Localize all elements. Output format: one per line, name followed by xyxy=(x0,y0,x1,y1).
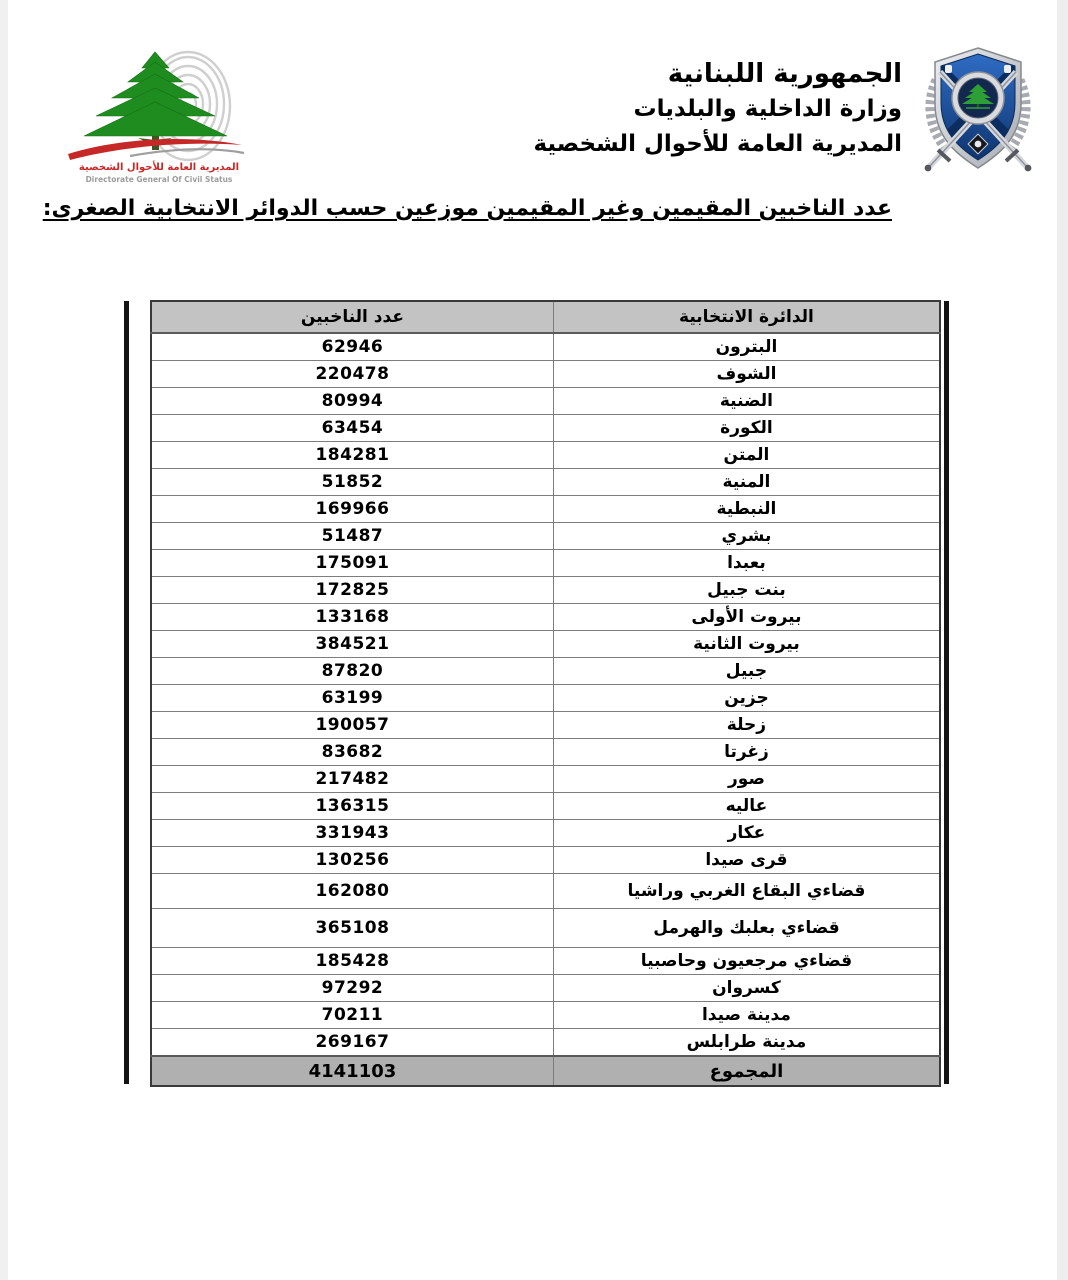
district-cell: زغرتا xyxy=(553,739,940,766)
table-row xyxy=(151,469,940,496)
table-row xyxy=(151,948,940,975)
district-cell: بيروت الأولى xyxy=(553,604,940,631)
district-cell: جزين xyxy=(553,685,940,712)
table-row xyxy=(151,766,940,793)
ministry-line: وزارة الداخلية والبلديات xyxy=(633,96,902,122)
district-column-header: الدائرة الانتخابية xyxy=(553,301,940,333)
table-row xyxy=(151,909,940,948)
table-row xyxy=(151,442,940,469)
district-cell: البترون xyxy=(553,333,940,361)
diamond-dot xyxy=(975,141,982,148)
top-right-ornament xyxy=(1004,65,1011,73)
voters-count-cell: 62946 xyxy=(151,333,553,361)
district-cell: الكورة xyxy=(553,415,940,442)
voters-count-cell: 87820 xyxy=(151,658,553,685)
ministry-emblem xyxy=(916,40,1040,180)
voters-column-header: عدد الناخبين xyxy=(151,301,553,333)
voters-table-body xyxy=(151,333,940,1056)
table-row xyxy=(151,820,940,847)
shield-cedar-swords-icon xyxy=(916,40,1040,180)
republic-line: الجمهورية اللبنانية xyxy=(667,59,902,89)
center-cedar-medallion xyxy=(952,72,1004,124)
voters-count-cell: 83682 xyxy=(151,739,553,766)
table-header-row xyxy=(151,301,940,333)
table-row xyxy=(151,1002,940,1029)
district-cell: جبيل xyxy=(553,658,940,685)
table-row xyxy=(151,496,940,523)
logo-english-caption: Directorate General Of Civil Status xyxy=(85,175,233,184)
table-row xyxy=(151,1029,940,1057)
voters-count-cell: 220478 xyxy=(151,361,553,388)
voters-count-cell: 175091 xyxy=(151,550,553,577)
district-cell: بنت جبيل xyxy=(553,577,940,604)
table-row xyxy=(151,847,940,874)
voters-count-cell: 217482 xyxy=(151,766,553,793)
voters-count-cell: 63454 xyxy=(151,415,553,442)
table-right-black-bar xyxy=(944,301,949,1084)
district-cell: المنية xyxy=(553,469,940,496)
district-cell: بعبدا xyxy=(553,550,940,577)
voters-count-cell: 185428 xyxy=(151,948,553,975)
voters-count-cell: 365108 xyxy=(151,909,553,948)
voters-by-district-table xyxy=(150,300,941,1087)
district-cell: قضاءي البقاع الغربي وراشيا xyxy=(553,874,940,909)
page-left-edge-shade xyxy=(0,0,8,1280)
total-label-cell: المجموع xyxy=(553,1056,940,1086)
civil-status-logo xyxy=(60,46,258,188)
voters-count-cell: 133168 xyxy=(151,604,553,631)
table-row xyxy=(151,739,940,766)
page-right-edge-shade xyxy=(1057,0,1068,1280)
voters-count-cell: 63199 xyxy=(151,685,553,712)
district-cell: قضاءي بعلبك والهرمل xyxy=(553,909,940,948)
voters-count-cell: 130256 xyxy=(151,847,553,874)
voters-count-cell: 136315 xyxy=(151,793,553,820)
logo-arabic-caption: المديرية العامة للأحوال الشخصية xyxy=(78,162,240,173)
table-row xyxy=(151,712,940,739)
voters-count-cell: 97292 xyxy=(151,975,553,1002)
table-row xyxy=(151,631,940,658)
district-cell: الضنية xyxy=(553,388,940,415)
voters-count-cell: 162080 xyxy=(151,874,553,909)
district-cell: بشري xyxy=(553,523,940,550)
voters-count-cell: 190057 xyxy=(151,712,553,739)
table-row xyxy=(151,361,940,388)
table-row xyxy=(151,388,940,415)
district-cell: زحلة xyxy=(553,712,940,739)
voters-table-container xyxy=(150,300,941,1087)
directorate-line: المديرية العامة للأحوال الشخصية xyxy=(533,131,902,157)
cedar-tree-icon xyxy=(84,52,227,150)
voters-count-cell: 70211 xyxy=(151,1002,553,1029)
cedar-fingerprint-logo-graphic xyxy=(60,46,258,188)
district-cell: عاليه xyxy=(553,793,940,820)
voters-count-cell: 51487 xyxy=(151,523,553,550)
total-row xyxy=(151,1056,940,1086)
district-cell: بيروت الثانية xyxy=(553,631,940,658)
table-row xyxy=(151,604,940,631)
district-cell: مدينة صيدا xyxy=(553,1002,940,1029)
district-cell: قرى صيدا xyxy=(553,847,940,874)
district-cell: مدينة طرابلس xyxy=(553,1029,940,1057)
table-row xyxy=(151,550,940,577)
table-row xyxy=(151,415,940,442)
voters-count-cell: 384521 xyxy=(151,631,553,658)
district-cell: صور xyxy=(553,766,940,793)
total-voters-cell: 4141103 xyxy=(151,1056,553,1086)
district-cell: الشوف xyxy=(553,361,940,388)
voters-count-cell: 269167 xyxy=(151,1029,553,1057)
table-row xyxy=(151,523,940,550)
top-left-ornament xyxy=(945,65,952,73)
table-row xyxy=(151,577,940,604)
document-title: عدد الناخبين المقيمين وغير المقيمين موزعين حسب الدوائر الانتخابية الصغرى: xyxy=(42,196,892,221)
district-cell: عكار xyxy=(553,820,940,847)
table-row xyxy=(151,793,940,820)
table-row xyxy=(151,333,940,361)
district-cell: المتن xyxy=(553,442,940,469)
voters-count-cell: 172825 xyxy=(151,577,553,604)
table-row xyxy=(151,685,940,712)
table-row xyxy=(151,658,940,685)
voters-count-cell: 51852 xyxy=(151,469,553,496)
voters-count-cell: 184281 xyxy=(151,442,553,469)
government-header-text xyxy=(533,56,902,162)
table-left-black-bar xyxy=(124,301,129,1084)
voters-count-cell: 80994 xyxy=(151,388,553,415)
district-cell: قضاءي مرجعيون وحاصبيا xyxy=(553,948,940,975)
district-cell: كسروان xyxy=(553,975,940,1002)
voters-count-cell: 331943 xyxy=(151,820,553,847)
voters-count-cell: 169966 xyxy=(151,496,553,523)
district-cell: النبطية xyxy=(553,496,940,523)
table-row xyxy=(151,874,940,909)
table-row xyxy=(151,975,940,1002)
